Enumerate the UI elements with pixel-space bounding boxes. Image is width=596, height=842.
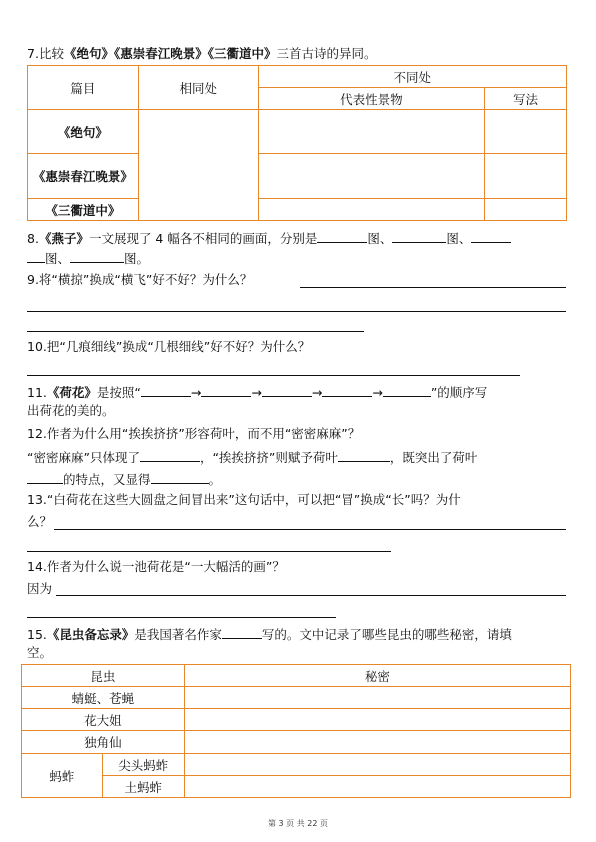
q12-text: “密密麻麻”只体现了 [27, 450, 140, 465]
q15-secret-cell[interactable] [184, 754, 570, 776]
q8-blank[interactable] [27, 249, 45, 263]
q11-prompt-line2: 出荷花的美的。 [27, 403, 115, 418]
arrow-right-icon: → [311, 385, 323, 400]
q7-header-method: 写法 [485, 88, 567, 110]
q15-insect-subname: 土蚂蚱 [102, 776, 184, 798]
q8-blank[interactable] [392, 229, 446, 243]
q15-secret-cell[interactable] [184, 731, 570, 754]
q7-row-title: 《惠崇春江晚景》 [28, 154, 139, 199]
q7-scene-cell[interactable] [258, 199, 485, 221]
q7-poem-titles: 《绝句》《惠崇春江晚景》《三衢道中》 [63, 46, 277, 61]
q15-number: 15. [27, 627, 47, 642]
q15-header-insect: 昆虫 [22, 665, 185, 687]
q8-number: 8. [27, 231, 39, 246]
q7-row-title: 《绝句》 [28, 110, 139, 154]
q14-answer-line[interactable] [27, 617, 336, 618]
q13-prompt: 13.“白荷花在这些大圆盘之间冒出来”这句话中，可以把“冒”换成“长”吗？为什 [27, 492, 461, 507]
q8-tu: 图 [367, 231, 380, 246]
q7-prefix: 比较 [38, 46, 64, 61]
q7-method-cell[interactable] [485, 199, 567, 221]
q8-blank[interactable] [70, 249, 124, 263]
q12-fill-line2 [27, 470, 221, 488]
arrow-right-icon: → [190, 385, 202, 400]
q11-text: 是按照“ [96, 385, 141, 400]
q14-answer-line[interactable] [56, 595, 566, 596]
q8-tu: 图 [124, 251, 137, 266]
q15-secret-cell[interactable] [184, 776, 570, 798]
q7-suffix: 三首古诗的异同。 [276, 46, 377, 61]
q8-prompt [27, 229, 511, 247]
q15-text-end: 写的。文中记录了哪些昆虫的哪些秘密，请填 [261, 627, 512, 642]
q11-text-end: ”的顺序写 [430, 385, 488, 400]
q8-end: 。 [136, 251, 150, 266]
q11-title: 《荷花》 [46, 385, 97, 400]
q8-prompt-line2 [27, 249, 149, 267]
q12-blank[interactable] [140, 448, 200, 462]
q15-insect-name: 花大姐 [22, 709, 185, 731]
q7-method-cell[interactable] [485, 110, 567, 154]
q11-blank[interactable] [383, 383, 431, 397]
q8-sep: 、 [379, 231, 393, 246]
q7-header-scene: 代表性景物 [258, 88, 485, 110]
q8-sep: 、 [57, 251, 71, 266]
q10-answer-line[interactable] [27, 375, 520, 376]
q15-title: 《昆虫备忘录》 [46, 627, 135, 642]
q15-insect-table [21, 664, 571, 798]
q15-header-secret: 秘密 [184, 665, 570, 687]
q11-blank[interactable] [322, 383, 372, 397]
q12-prompt: 12.作者为什么用“挨挨挤挤”形容荷叶，而不用“密密麻麻”？ [27, 426, 361, 441]
q12-blank[interactable] [338, 448, 390, 462]
q11-blank[interactable] [262, 383, 312, 397]
q9-prompt: 9.将“横掠”换成“横飞”好不好？为什么？ [27, 272, 253, 287]
q11-blank[interactable] [141, 383, 191, 397]
page-footer: 第 3 页 共 22 页 [268, 819, 328, 828]
q9-answer-line[interactable] [27, 331, 364, 332]
q11-blank[interactable] [201, 383, 251, 397]
q13-answer-line[interactable] [27, 551, 391, 552]
q8-tu: 图 [446, 231, 459, 246]
q15-author-blank[interactable] [222, 625, 262, 639]
q7-scene-cell[interactable] [258, 154, 485, 199]
q10-prompt: 10.把“几痕细线”换成“几根细线”好不好？为什么？ [27, 339, 311, 354]
q7-comparison-table [27, 65, 567, 221]
q13-answer-line[interactable] [54, 529, 566, 530]
q14-prompt: 14.作者为什么说一池荷花是“一大幅活的画”？ [27, 559, 285, 574]
q7-row-title: 《三衢道中》 [28, 199, 139, 221]
arrow-right-icon: → [372, 385, 383, 400]
q12-blank[interactable] [27, 470, 63, 484]
arrow-right-icon: → [251, 385, 262, 400]
q12-text: 的特点，又显得 [63, 472, 151, 487]
q15-insect-group: 蚂蚱 [22, 754, 103, 798]
q7-header-diff: 不同处 [258, 66, 566, 88]
q7-header-same: 相同处 [138, 66, 258, 110]
q7-same-cell[interactable] [138, 110, 258, 221]
q8-blank[interactable] [317, 229, 367, 243]
q12-text: ，“挨挨挤挤”则赋予荷叶 [199, 450, 338, 465]
q8-blank[interactable] [471, 229, 511, 243]
q11-prompt [27, 383, 487, 401]
q11-number: 11. [27, 385, 47, 400]
q9-answer-line[interactable] [27, 311, 566, 312]
q7-scene-cell[interactable] [258, 110, 485, 154]
q15-insect-subname: 尖头蚂蚱 [102, 754, 184, 776]
q15-secret-cell[interactable] [184, 687, 570, 709]
q8-tu: 图 [45, 251, 58, 266]
q15-insect-name: 独角仙 [22, 731, 185, 754]
q12-blank[interactable] [151, 470, 209, 484]
q12-fill-line [27, 448, 477, 466]
q8-text: 一文展现了 4 幅各不相同的画面，分别是 [88, 231, 318, 246]
q8-sep: 、 [458, 231, 472, 246]
q7-header-title: 篇目 [28, 66, 139, 110]
q15-prompt-line2: 空。 [27, 645, 53, 660]
q9-answer-line[interactable] [300, 287, 566, 288]
q7-number: 7. [27, 46, 39, 61]
q14-because: 因为 [27, 581, 53, 596]
q13-prompt-line2: 么？ [27, 514, 53, 529]
q8-title: 《燕子》 [38, 231, 89, 246]
q15-text: 是我国著名作家 [134, 627, 222, 642]
q15-prompt [27, 625, 512, 643]
q12-text: 。 [208, 472, 222, 487]
q15-insect-name: 蜻蜓、苍蝇 [22, 687, 185, 709]
q15-secret-cell[interactable] [184, 709, 570, 731]
q7-prompt [27, 46, 376, 62]
q12-text: ，既突出了荷叶 [389, 450, 478, 465]
q7-method-cell[interactable] [485, 154, 567, 199]
